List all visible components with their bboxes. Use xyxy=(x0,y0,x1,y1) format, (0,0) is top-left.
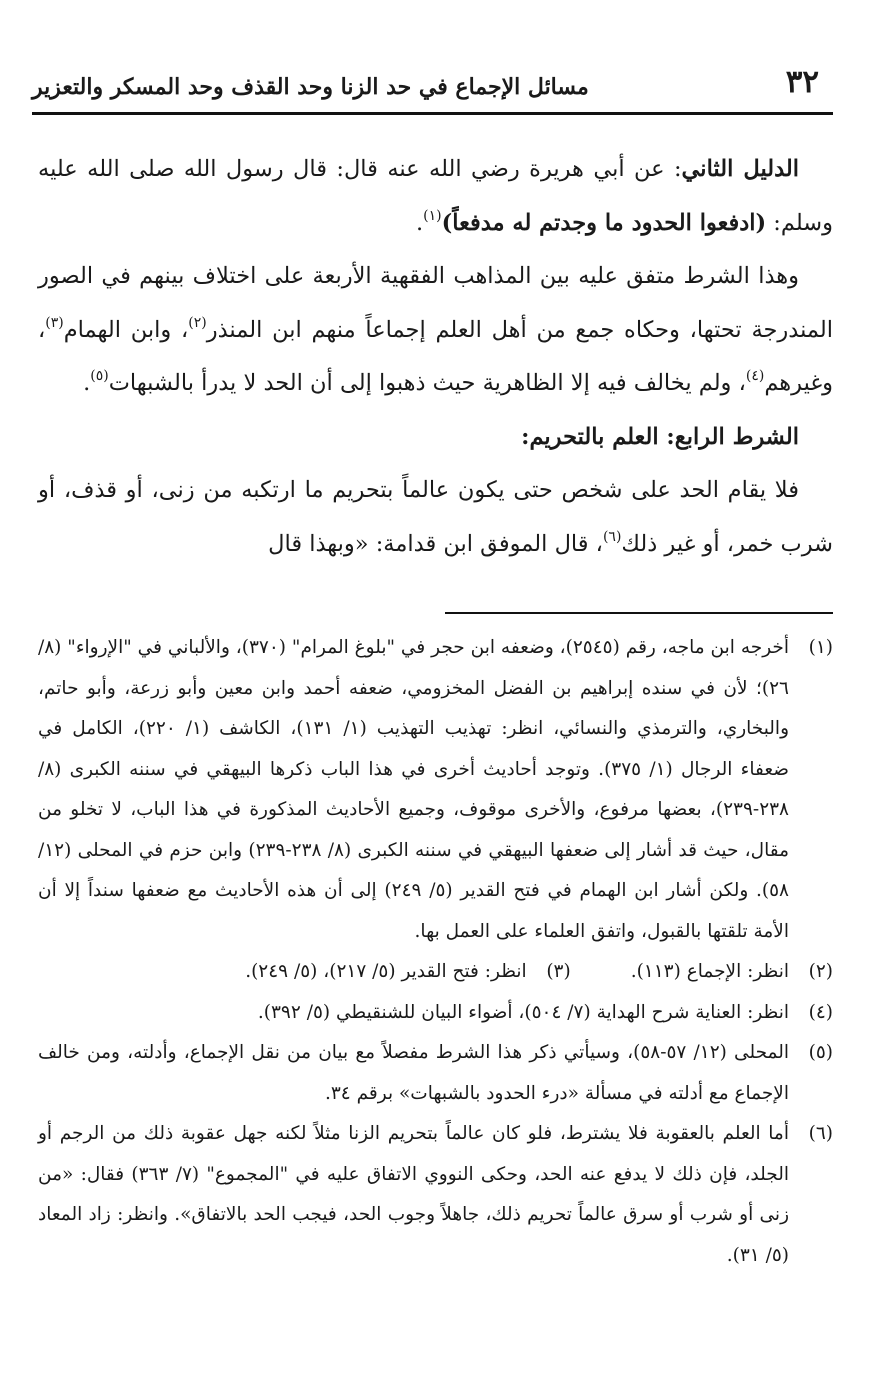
footnote-ref-2: (٢) xyxy=(188,314,207,331)
paragraph-second-evidence xyxy=(38,143,833,250)
footnote-separator xyxy=(445,612,833,614)
paragraph-text: ، قال الموفق ابن قدامة: «وبهذا قال xyxy=(268,530,603,557)
paragraph-text: ، وغيرهم xyxy=(38,316,833,396)
footnote-text: أخرجه ابن ماجه، رقم (٢٥٤٥)، وضعفه ابن حجر في "بلوغ المرام" (٣٧٠)، والألباني في "الإرواء" (٨/ ٢٦)؛ لأن في سنده إبراهيم بن الفضل المخزومي، ضعفه أحمد وابن معين وأبو زرعة، وأبو حاتم، والبخاري، والترمذي والنسائي، انظر: تهذيب التهذيب (١/ ١٣١)، الكاشف (١/ ٢٢٠)، الكامل في ضعفاء الرجال (١/ ٣٧٥). وتوجد أحاديث أخرى في هذا الباب ذكرها البيهقي في سننه الكبرى (٨/ ٢٣٨-٢٣٩)، بعضها مرفوع، والأخرى موقوف، وجميع الأحاديث المذكورة في هذا الباب، لا تخلو من مقال، حيث قد أشار إلى ضعفها البيهقي في سننه الكبرى (٨/ ٢٣٨-٢٣٩) وابن حزم في المحلى (١٢/ ٥٨). ولكن أشار ابن الهمام في فتح القدير (٥/ ٢٤٩) إلى أن هذه الأحاديث مع ضعفها سنداً إلا أن الأمة تلقتها بالقبول، واتفق العلماء على العمل بها. xyxy=(38,637,789,942)
footnote-number: (٢) xyxy=(808,961,833,982)
footnote-text: انظر: فتح القدير (٥/ ٢١٧)، (٥/ ٢٤٩). xyxy=(245,961,527,982)
paragraph-text: ، ولم يخالف فيه إلا الظاهرية حيث ذهبوا إلى أن الحد لا يدرأ بالشبهات xyxy=(108,370,746,396)
footnote-text: المحلى (١٢/ ٥٧-٥٨)، وسيأتي ذكر هذا الشرط مفصلاً مع بيان من نقل الإجماع، وأدلته، ومن خالف الإجماع مع أدلته في مسألة «درء الحدود بالشبهات» برقم ٣٤. xyxy=(38,1042,789,1104)
footnote-ref-4: (٤) xyxy=(745,368,765,384)
section-heading-fourth-condition: الشرط الرابع: العلم بالتحريم: xyxy=(521,423,799,450)
paragraph-text: ، وابن الهمام xyxy=(63,316,189,343)
paragraph-consensus xyxy=(38,250,833,411)
footnote-text: أما العلم بالعقوبة فلا يشترط، فلو كان عالماً بتحريم الزنا مثلاً لكنه جهل عقوبة ذلك من الرجم أو الجلد، فإن ذلك لا يدفع عنه الحد، وحكى النووي الاتفاق عليه في "المجموع" (٧/ ٣٦٣) فقال: «من زنى أو شرب أو سرق عالماً تحريم ذلك، جاهلاً وجوب الحد، فيجب الحد بالاتفاق». وانظر: زاد المعاد (٥/ ٣١). xyxy=(38,1123,789,1266)
paragraph-text: وهذا الشرط متفق عليه بين المذاهب الفقهية الأربعة على اختلاف بينهم في الصور المندرجة تحتها، وحكاه جمع من أهل العلم إجماعاً منهم ابن المنذر xyxy=(38,263,833,343)
hadith-quote: (ادفعوا الحدود ما وجدتم له مدفعاً) xyxy=(441,209,767,236)
footnote-ref-1: (١) xyxy=(423,207,442,224)
footnote-3 xyxy=(245,952,571,993)
running-title: مسائل الإجماع في حد الزنا وحد القذف وحد المسكر والتعزير xyxy=(32,74,589,100)
paragraph-text: فلا يقام الحد على شخص حتى يكون عالماً بتحريم ما ارتكبه من زنى، أو قذف، أو شرب خمر، أو غير ذلك xyxy=(38,477,833,557)
footnote-row-2-3 xyxy=(38,952,833,993)
footnote-number: (٣) xyxy=(546,961,571,982)
page-number: ٣٢ xyxy=(785,64,819,100)
footnote-1 xyxy=(38,628,833,952)
footnote-5 xyxy=(38,1033,833,1114)
footnote-ref-5: (٥) xyxy=(90,368,109,384)
running-header xyxy=(32,62,833,115)
footnote-4 xyxy=(38,993,833,1034)
footnote-number: (٥) xyxy=(808,1042,833,1063)
footnote-text: انظر: الإجماع (١١٣). xyxy=(630,961,789,982)
footnote-2 xyxy=(631,952,833,993)
paragraph-text: : عن أبي هريرة رضي الله عنه قال: قال رسول الله صلى الله عليه وسلم: xyxy=(38,156,833,236)
footnote-ref-3: (٣) xyxy=(45,314,64,331)
paragraph-end: . xyxy=(83,370,91,396)
footnote-number: (٦) xyxy=(808,1123,833,1144)
footnote-text: انظر: العناية شرح الهداية (٧/ ٥٠٤)، أضواء البيان للشنقيطي (٥/ ٣٩٢). xyxy=(257,1001,789,1023)
footnote-6 xyxy=(38,1114,833,1276)
footnote-number: (٤) xyxy=(808,1001,833,1023)
footnote-ref-6: (٦) xyxy=(602,528,622,545)
second-evidence-heading: الدليل الثاني xyxy=(681,156,800,182)
footnotes xyxy=(38,628,833,1276)
main-text xyxy=(38,143,833,571)
paragraph-knowledge xyxy=(38,464,833,571)
footnote-number: (١) xyxy=(808,637,833,658)
paragraph-end: . xyxy=(415,209,424,236)
